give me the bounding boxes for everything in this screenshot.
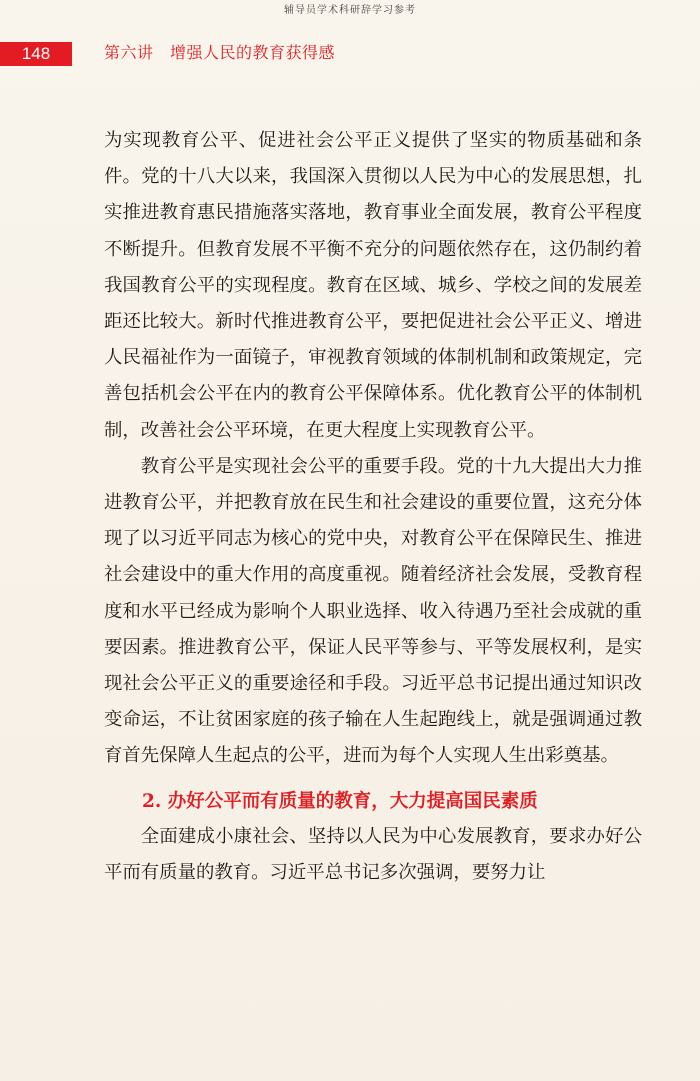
section-heading: 2. 办好公平而有质量的教育，大力提高国民素质 — [142, 790, 538, 812]
paragraph-continued: 为实现教育公平、促进社会公平正义提供了坚实的物质基础和条件。党的十八大以来，我国深入贯彻以人民为中心的发展思想，扎实推进教育惠民措施落实落地，教育事业全面发展，教育公平程度不断提升。但教育发展不平衡不充分的问题依然存在，这仍制约着我国教育公平的实现程度。教育在区域、城乡、学校之间的发展差距还比较大。新时代推进教育公平，要把促进社会公平正义、增进人民福祉作为一面镜子，审视教育领域的体制机制和政策规定，完善包括机会公平在内的教育公平保障体系。优化教育公平的体制机制，改善社会公平环境，在更大程度上实现教育公平。 — [104, 130, 642, 441]
page-content — [104, 123, 642, 891]
chapter-title: 第六讲 增强人民的教育获得感 — [104, 45, 336, 62]
page-number: 148 — [21, 44, 51, 63]
top-watermark: 辅导员学术科研辞学习参考 — [284, 5, 416, 16]
paragraph-quality-education: 全面建成小康社会、坚持以人民为中心发展教育，要求办好公平而有质量的教育。习近平总书记多次强调，要努力让 — [104, 825, 642, 883]
paragraph-education-fairness: 教育公平是实现社会公平的重要手段。党的十九大提出大力推进教育公平，并把教育放在民生和社会建设的重要位置，这充分体现了以习近平同志为核心的党中央，对教育公平在保障民生、推进社会建设中的重大作用的高度重视。随着经济社会发展，受教育程度和水平已经成为影响个人职业选择、收入待遇乃至社会成就的重要因素。推进教育公平，保证人民平等参与、平等发展权利，是实现社会公平正义的重要途径和手段。习近平总书记提出通过知识改变命运，不让贫困家庭的孩子输在人生起跑线上，就是强调通过教育首先保障人生起点的公平，进而为每个人实现人生出彩奠基。 — [104, 455, 642, 767]
